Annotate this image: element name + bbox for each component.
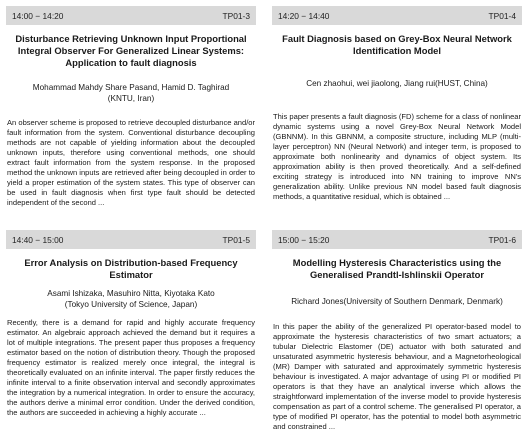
session-card-tp01-6 xyxy=(272,230,522,432)
session-header xyxy=(272,6,522,25)
paper-title: Fault Diagnosis based on Grey-Box Neural Network Identification Model xyxy=(282,33,512,56)
paper-authors: Asami Ishizaka, Masuhiro Nitta, Kiyotaka Kato (Tokyo University of Science, Japan) xyxy=(47,289,215,309)
session-code: TP01-6 xyxy=(488,234,516,245)
session-card-tp01-5 xyxy=(6,230,256,418)
paper-title: Disturbance Retrieving Unknown Input Proportional Integral Observer For Generalized Linear Systems: Application to fault diagnosis xyxy=(15,33,247,68)
paper-abstract: In this paper the ability of the generalized PI operator-based model to approximate the hysteresis characteristics of two smart actuators; a tubular Dielectric Elastomer (DE) actuator with both saturated and unsaturated asymmetric hysteresis behaviour, and a Magnetorheological (MR) Damper with saturated and approximately symmetric hysteresis behaviour is investigated. A major advantage of using PI or modified PI operators is that they have an analytical inverse which allows the straightforward implementation of the inverse model to provide hysteresis compensation as part of a control scheme. The generalised PI operator, a type of modified PI operator, has the potential to model both asymmetric and constrained ... xyxy=(273,321,521,431)
paper-authors: Richard Jones(University of Southern Denmark, Denmark) xyxy=(291,297,503,306)
session-code: TP01-3 xyxy=(222,10,250,21)
session-time: 15:00 − 15:20 xyxy=(278,234,330,245)
session-time: 14:20 − 14:40 xyxy=(278,10,330,21)
session-code: TP01-4 xyxy=(488,10,516,21)
paper-abstract: An observer scheme is proposed to retrieve decoupled disturbance and/or fault information from the system. Conventional disturbance decoupling methods are not capable of yielding information about the decoupled unknown inputs, therefore using conventional methods, one should extract fault information from the system response. In the proposed method the unknown inputs are retrieved after being decoupled in order to yield a proper estimation of the system states. This type of observer can be used in fault diagnosis when first type fault should be detected independent of the second ... xyxy=(7,118,255,207)
session-time: 14:00 − 14:20 xyxy=(12,10,64,21)
session-header xyxy=(6,6,256,25)
session-code: TP01-5 xyxy=(222,234,250,245)
paper-title: Error Analysis on Distribution-based Frequency Estimator xyxy=(24,257,238,280)
session-header xyxy=(6,230,256,249)
paper-title: Modelling Hysteresis Characteristics using the Generalised Prandtl-Ishlinskii Operator xyxy=(292,257,502,280)
session-time: 14:40 − 15:00 xyxy=(12,234,64,245)
session-card-tp01-3 xyxy=(6,6,256,208)
paper-abstract: Recently, there is a demand for rapid and highly accurate frequency estimator. An algebraic approach achieved the demand but it requires a lot of multiple integrations. The present paper thus proposes a frequency estimator based on the notion of distribution theory. Though the proposed frequency estimator is realized merely once integral, the integral is theoretically evaluated on an infinite interval. The paper firstly reduces the infinite interval to a finite observation interval and secondly approximates the integration by a numerical integration. In order to ensure the accuracy, the authors derive a minimal error condition. Under the derived condition, the authors are succeeded in achieving a highly accurate ... xyxy=(7,318,255,417)
session-header xyxy=(272,230,522,249)
paper-abstract: This paper presents a fault diagnosis (FD) scheme for a class of nonlinear dynamic systems using a novel Grey-Box Neural Network Model (GBNNM). In this GBNNM, a composite structure, including MLP (multi-layer perceptron) NN (Neural Network) and integer term, is proposed to approximate both nonlinearity and dynamics of object system. Its approximation ability is then proved theoretically. And a self-defined exciting strategy is introduced into NN training to improve NN's generalization ability. Unlike previous NN model based fault diagnosis methods, a quantitative residual, which is obtained ... xyxy=(273,111,521,201)
session-card-tp01-4 xyxy=(272,6,522,202)
paper-authors: Mohammad Mahdy Share Pasand, Hamid D. Taghirad (KNTU, Iran) xyxy=(32,83,230,103)
paper-authors: Cen zhaohui, wei jiaolong, Jiang rui(HUST, China) xyxy=(306,79,488,88)
